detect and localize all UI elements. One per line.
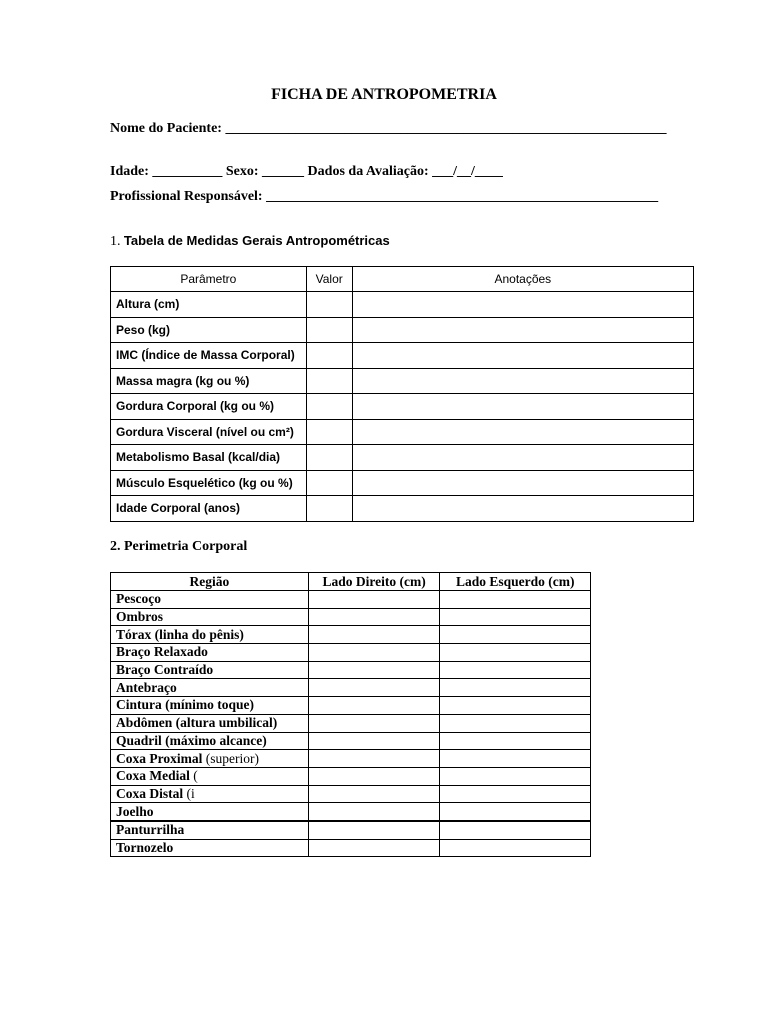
- left-side-cell[interactable]: [440, 803, 591, 821]
- parameter-label: Gordura Corporal (kg ou %): [111, 394, 307, 420]
- right-side-cell[interactable]: [308, 821, 440, 839]
- section2-heading: 2. Perimetria Corporal: [110, 539, 248, 554]
- left-side-cell[interactable]: [440, 821, 591, 839]
- right-side-cell[interactable]: [308, 697, 440, 715]
- left-side-cell[interactable]: [440, 750, 591, 768]
- right-side-cell[interactable]: [308, 626, 440, 644]
- general-measures-table: [110, 266, 694, 522]
- region-label: [111, 608, 309, 626]
- table-row: [111, 750, 591, 768]
- region-label: [111, 821, 309, 839]
- patient-name-field[interactable]: Nome do Paciente: _______________________________________________________________: [110, 121, 667, 136]
- notes-cell[interactable]: [352, 394, 693, 420]
- region-extra: (superior): [202, 750, 259, 766]
- notes-cell[interactable]: [352, 368, 693, 394]
- region-label: [111, 644, 309, 662]
- region-label: [111, 732, 309, 750]
- table-row: [111, 785, 591, 803]
- region-name: Coxa Distal: [116, 785, 184, 801]
- region-extra: (i: [183, 785, 195, 801]
- table-row: [111, 732, 591, 750]
- region-name: Quadril (máximo alcance): [116, 732, 267, 748]
- table-header-row: [111, 267, 694, 292]
- right-side-cell[interactable]: [308, 785, 440, 803]
- region-label: [111, 714, 309, 732]
- table-row: [111, 803, 591, 821]
- professional-field[interactable]: Profissional Responsável: ________________________________________________________: [110, 189, 659, 204]
- right-side-cell[interactable]: [308, 767, 440, 785]
- region-name: Joelho: [116, 803, 154, 819]
- table-row: [111, 470, 694, 496]
- value-cell[interactable]: [306, 317, 352, 343]
- table-row: [111, 419, 694, 445]
- left-side-cell[interactable]: [440, 697, 591, 715]
- table-row: [111, 821, 591, 839]
- region-label: [111, 767, 309, 785]
- notes-cell[interactable]: [352, 496, 693, 522]
- value-cell[interactable]: [306, 368, 352, 394]
- value-cell[interactable]: [306, 343, 352, 369]
- region-label: [111, 591, 309, 609]
- parameter-label: Músculo Esquelético (kg ou %): [111, 470, 307, 496]
- value-cell[interactable]: [306, 496, 352, 522]
- region-name: Coxa Proximal: [116, 750, 203, 766]
- table-row: [111, 697, 591, 715]
- column-header-lado-esquerdo: Lado Esquerdo (cm): [440, 573, 591, 591]
- value-cell[interactable]: [306, 470, 352, 496]
- region-name: Braço Contraído: [116, 662, 214, 678]
- region-name: Panturrilha: [116, 822, 185, 838]
- region-label: [111, 626, 309, 644]
- right-side-cell[interactable]: [308, 591, 440, 609]
- notes-cell[interactable]: [352, 419, 693, 445]
- table-header-row: [111, 573, 591, 591]
- notes-cell[interactable]: [352, 292, 693, 318]
- region-name: Coxa Medial: [116, 768, 190, 784]
- perimetry-table: [110, 572, 591, 857]
- region-name: Ombros: [116, 609, 164, 625]
- right-side-cell[interactable]: [308, 750, 440, 768]
- region-label: [111, 679, 309, 697]
- table-row: [111, 317, 694, 343]
- column-header-parametro: Parâmetro: [111, 267, 307, 292]
- table-row: [111, 679, 591, 697]
- value-cell[interactable]: [306, 394, 352, 420]
- region-name: Tornozelo: [116, 839, 174, 855]
- region-label: [111, 661, 309, 679]
- notes-cell[interactable]: [352, 343, 693, 369]
- right-side-cell[interactable]: [308, 644, 440, 662]
- table-row: [111, 445, 694, 471]
- left-side-cell[interactable]: [440, 732, 591, 750]
- left-side-cell[interactable]: [440, 608, 591, 626]
- region-label: [111, 697, 309, 715]
- parameter-label: Peso (kg): [111, 317, 307, 343]
- section1-number: 1.: [110, 234, 121, 249]
- page-title: FICHA DE ANTROPOMETRIA: [271, 86, 497, 103]
- left-side-cell[interactable]: [440, 661, 591, 679]
- region-name: Cintura (mínimo toque): [116, 697, 254, 713]
- column-header-regiao: Região: [111, 573, 309, 591]
- table-row: [111, 343, 694, 369]
- table-row: [111, 644, 591, 662]
- region-name: Tórax (linha do pênis): [116, 626, 244, 642]
- notes-cell[interactable]: [352, 470, 693, 496]
- region-name: Pescoço: [116, 591, 161, 607]
- notes-cell[interactable]: [352, 317, 693, 343]
- region-label: [111, 750, 309, 768]
- right-side-cell[interactable]: [308, 714, 440, 732]
- column-header-valor: Valor: [306, 267, 352, 292]
- age-sex-date-field[interactable]: Idade: __________ Sexo: ______ Dados da Avaliação: ___/__/____: [110, 164, 503, 179]
- table-row: [111, 714, 591, 732]
- table-row: [111, 661, 591, 679]
- region-label: [111, 785, 309, 803]
- table-row: [111, 292, 694, 318]
- table-row: [111, 839, 591, 857]
- table-row: [111, 767, 591, 785]
- right-side-cell[interactable]: [308, 679, 440, 697]
- left-side-cell[interactable]: [440, 679, 591, 697]
- table-row: [111, 591, 591, 609]
- parameter-label: Gordura Visceral (nível ou cm²): [111, 419, 307, 445]
- table-row: [111, 394, 694, 420]
- section1-heading: [110, 233, 390, 250]
- value-cell[interactable]: [306, 292, 352, 318]
- left-side-cell[interactable]: [440, 591, 591, 609]
- region-label: [111, 839, 309, 857]
- right-side-cell[interactable]: [308, 839, 440, 857]
- column-header-lado-direito: Lado Direito (cm): [308, 573, 440, 591]
- parameter-label: Altura (cm): [111, 292, 307, 318]
- table-row: [111, 626, 591, 644]
- region-name: Abdômen (altura umbilical): [116, 715, 278, 731]
- region-name: Antebraço: [116, 679, 177, 695]
- parameter-label: Massa magra (kg ou %): [111, 368, 307, 394]
- region-name: Braço Relaxado: [116, 644, 208, 660]
- table-row: [111, 608, 591, 626]
- left-side-cell[interactable]: [440, 644, 591, 662]
- left-side-cell[interactable]: [440, 767, 591, 785]
- left-side-cell[interactable]: [440, 714, 591, 732]
- left-side-cell[interactable]: [440, 626, 591, 644]
- right-side-cell[interactable]: [308, 732, 440, 750]
- parameter-label: IMC (Índice de Massa Corporal): [111, 343, 307, 369]
- column-header-anotacoes: Anotações: [352, 267, 693, 292]
- left-side-cell[interactable]: [440, 839, 591, 857]
- table-row: [111, 496, 694, 522]
- region-extra: (: [189, 768, 198, 784]
- left-side-cell[interactable]: [440, 785, 591, 803]
- right-side-cell[interactable]: [308, 803, 440, 821]
- table-row: [111, 368, 694, 394]
- region-label: [111, 803, 309, 821]
- parameter-label: Metabolismo Basal (kcal/dia): [111, 445, 307, 471]
- right-side-cell[interactable]: [308, 661, 440, 679]
- notes-cell[interactable]: [352, 445, 693, 471]
- right-side-cell[interactable]: [308, 608, 440, 626]
- section1-label: Tabela de Medidas Gerais Antropométricas: [123, 233, 390, 248]
- value-cell[interactable]: [306, 419, 352, 445]
- parameter-label: Idade Corporal (anos): [111, 496, 307, 522]
- value-cell[interactable]: [306, 445, 352, 471]
